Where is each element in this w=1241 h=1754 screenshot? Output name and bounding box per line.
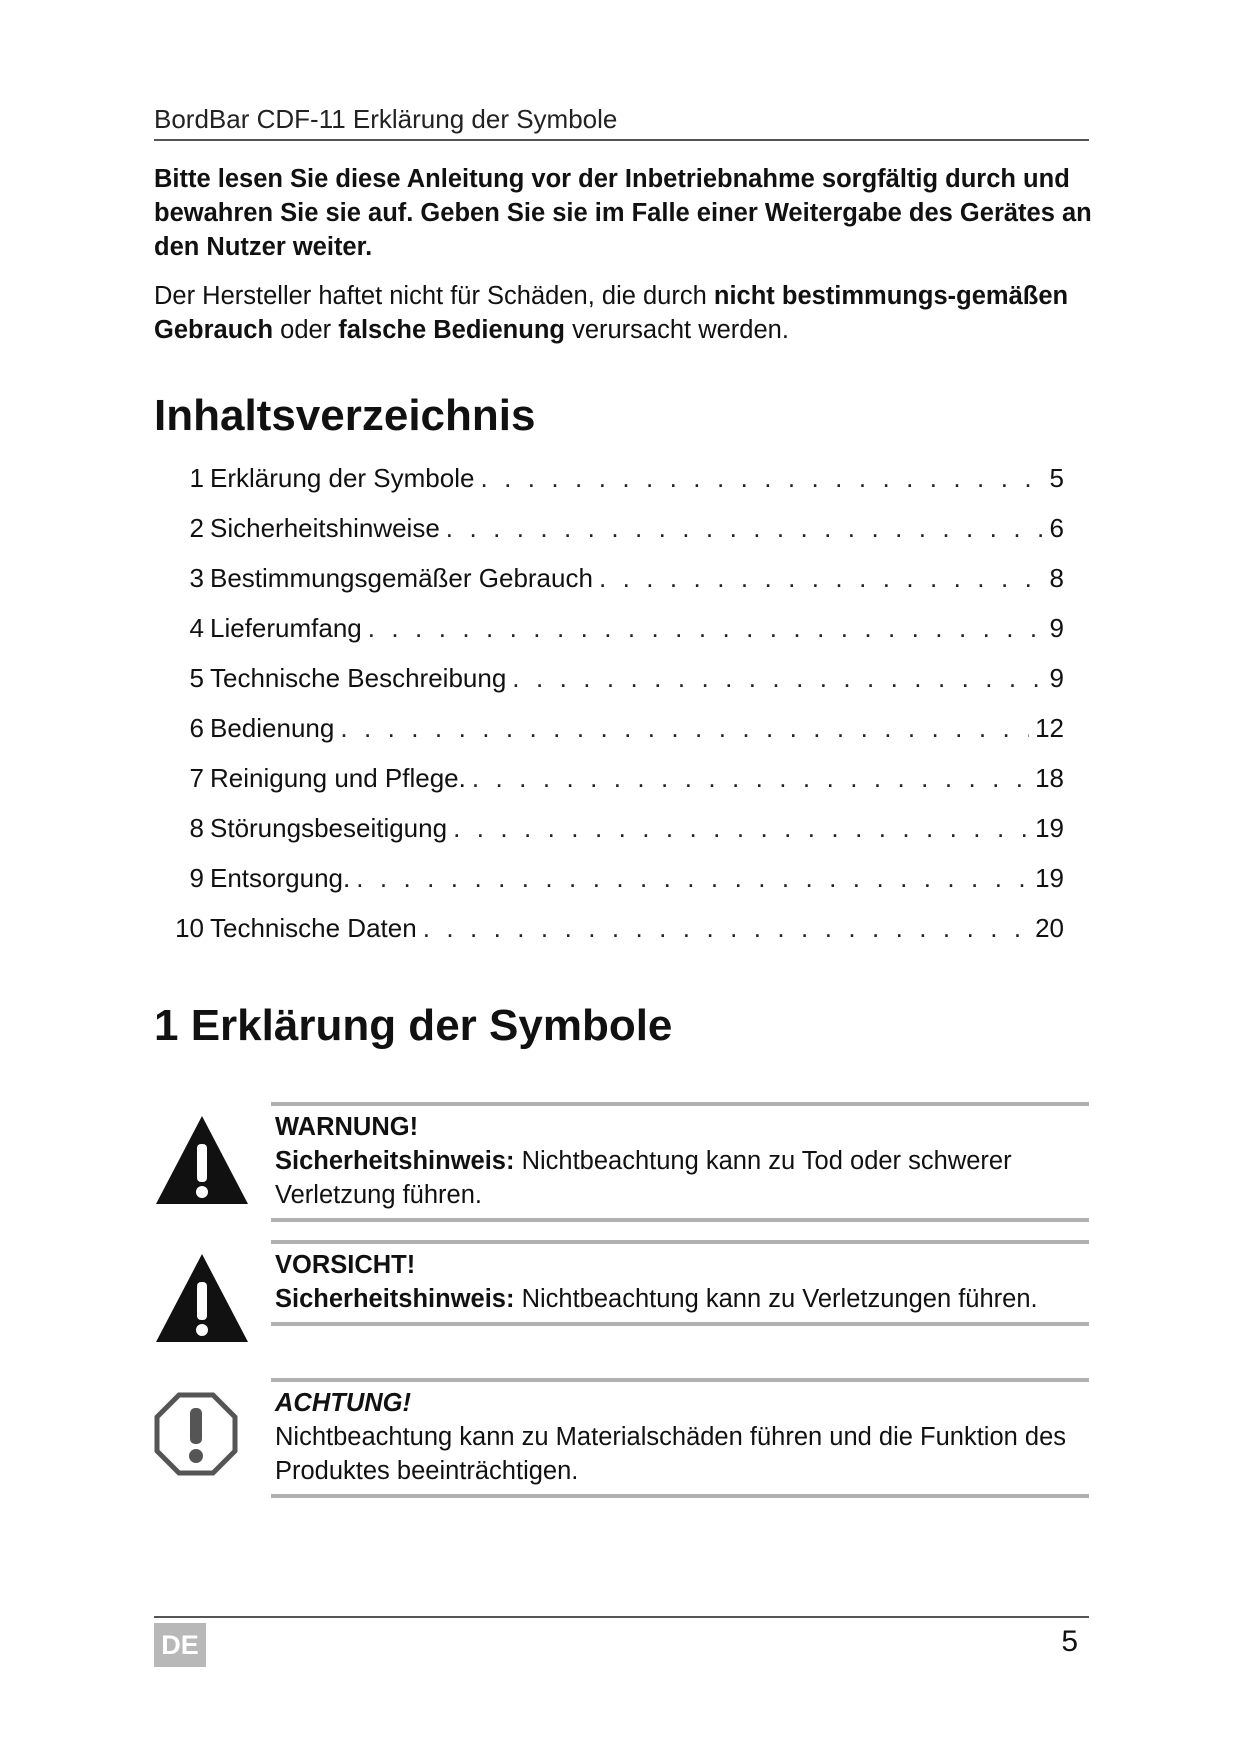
toc-entry-number: 6 bbox=[189, 713, 204, 743]
toc-entry-page: 12 bbox=[1035, 713, 1064, 743]
toc-entry[interactable] bbox=[164, 758, 1064, 798]
notice-description: Nichtbeachtung kann zu Materialschäden führen und die Funktion des Produktes beeinträchtigen. bbox=[275, 1423, 1067, 1485]
toc-leader-dots bbox=[480, 458, 1043, 498]
toc-leader-dots bbox=[599, 558, 1044, 598]
running-header: BordBar CDF-11 Erklärung der Symbole bbox=[154, 102, 1089, 141]
toc-entry-page: 9 bbox=[1049, 613, 1064, 643]
notice-label: Sicherheitshinweis: bbox=[275, 1285, 515, 1313]
section-heading: 1 Erklärung der Symbole bbox=[154, 1001, 673, 1050]
notice-content bbox=[271, 1378, 1089, 1498]
toc-entry-title: Störungsbeseitigung bbox=[210, 813, 448, 843]
liability-text-2: oder bbox=[273, 316, 339, 344]
toc-entry[interactable] bbox=[164, 608, 1064, 648]
liability-text-1: Der Hersteller haftet nicht für Schäden, die durch bbox=[154, 282, 714, 310]
toc-entry-page: 19 bbox=[1035, 813, 1064, 843]
warning-triangle-icon bbox=[154, 1252, 250, 1344]
toc-entry-title: Erklärung der Symbole bbox=[210, 463, 475, 493]
toc-leader-dots bbox=[512, 658, 1043, 698]
notice-title: ACHTUNG! bbox=[275, 1389, 411, 1417]
toc-entry-number: 5 bbox=[189, 663, 204, 693]
toc-leader-dots bbox=[446, 508, 1044, 548]
toc-leader-dots bbox=[423, 908, 1029, 948]
toc-entry[interactable] bbox=[164, 708, 1064, 748]
toc-entry-number: 7 bbox=[189, 763, 204, 793]
liability-bold-1: nicht bestimmungs-gemäßen Gebrauch bbox=[154, 282, 1069, 344]
toc-entry[interactable] bbox=[164, 858, 1064, 898]
toc-entry[interactable] bbox=[164, 458, 1064, 498]
toc-entry-number: 8 bbox=[189, 813, 204, 843]
warning-triangle-icon bbox=[154, 1114, 250, 1206]
toc-entry-title: Bedienung bbox=[210, 713, 335, 743]
toc-entry-page: 19 bbox=[1035, 863, 1064, 893]
toc-entry[interactable] bbox=[164, 508, 1064, 548]
toc-entry-title: Sicherheitshinweise bbox=[210, 513, 440, 543]
toc-entry[interactable] bbox=[164, 558, 1064, 598]
toc-entry-page: 6 bbox=[1049, 513, 1064, 543]
toc-entry-number: 1 bbox=[189, 463, 204, 493]
liability-note bbox=[154, 279, 1094, 347]
toc-entry-title: Entsorgung. bbox=[210, 863, 351, 893]
toc-entry-page: 9 bbox=[1049, 663, 1064, 693]
toc-heading: Inhaltsverzeichnis bbox=[154, 391, 536, 440]
toc-entry-number: 4 bbox=[189, 613, 204, 643]
page-number: 5 bbox=[1061, 1625, 1078, 1658]
toc-entry-title: Lieferumfang bbox=[210, 613, 362, 643]
notice-content bbox=[271, 1240, 1089, 1326]
toc-entry-number: 2 bbox=[189, 513, 204, 543]
toc-entry[interactable] bbox=[164, 808, 1064, 848]
footer-divider bbox=[154, 1616, 1089, 1618]
toc-entry-page: 8 bbox=[1049, 563, 1064, 593]
notice-title: VORSICHT! bbox=[275, 1251, 416, 1279]
toc-entry-number: 10 bbox=[175, 913, 204, 943]
toc-entry-title: Bestimmungsgemäßer Gebrauch bbox=[210, 563, 593, 593]
toc-leader-dots bbox=[340, 708, 1029, 748]
notice-text bbox=[275, 1144, 1089, 1212]
toc-entry-title: Reinigung und Pflege. bbox=[210, 763, 466, 793]
language-badge: DE bbox=[154, 1623, 206, 1667]
octagon-exclamation-icon bbox=[154, 1392, 238, 1476]
toc-entry-page: 18 bbox=[1035, 763, 1064, 793]
toc-entry-title: Technische Daten bbox=[210, 913, 417, 943]
notice-title: WARNUNG! bbox=[275, 1113, 419, 1141]
notice-description: Nichtbeachtung kann zu Verletzungen führen. bbox=[514, 1285, 1038, 1313]
toc-entry[interactable] bbox=[164, 658, 1064, 698]
liability-text-3: verursacht werden. bbox=[564, 316, 789, 344]
toc-leader-dots bbox=[453, 808, 1029, 848]
toc-leader-dots bbox=[472, 758, 1029, 798]
toc-entry-page: 20 bbox=[1035, 913, 1064, 943]
toc-entry-page: 5 bbox=[1049, 463, 1064, 493]
toc-entry-number: 3 bbox=[189, 563, 204, 593]
notice-label: Sicherheitshinweis: bbox=[275, 1147, 515, 1175]
toc-leader-dots bbox=[368, 608, 1044, 648]
toc-leader-dots bbox=[356, 858, 1029, 898]
liability-bold-2: falsche Bedienung bbox=[338, 316, 565, 344]
intro-instruction: Bitte lesen Sie diese Anleitung vor der Inbetriebnahme sorgfältig durch und bewahren Sie sie auf. Geben Sie sie im Falle einer Weitergabe des Gerätes an den Nutzer weiter. bbox=[154, 165, 1092, 261]
toc-entry-title: Technische Beschreibung bbox=[210, 663, 507, 693]
toc-entry-number: 9 bbox=[189, 863, 204, 893]
notice-text bbox=[275, 1282, 1089, 1316]
toc-entry[interactable] bbox=[164, 908, 1064, 948]
notice-description: Nichtbeachtung kann zu Tod oder schwerer Verletzung führen. bbox=[275, 1147, 1012, 1209]
notice-content bbox=[271, 1102, 1089, 1222]
